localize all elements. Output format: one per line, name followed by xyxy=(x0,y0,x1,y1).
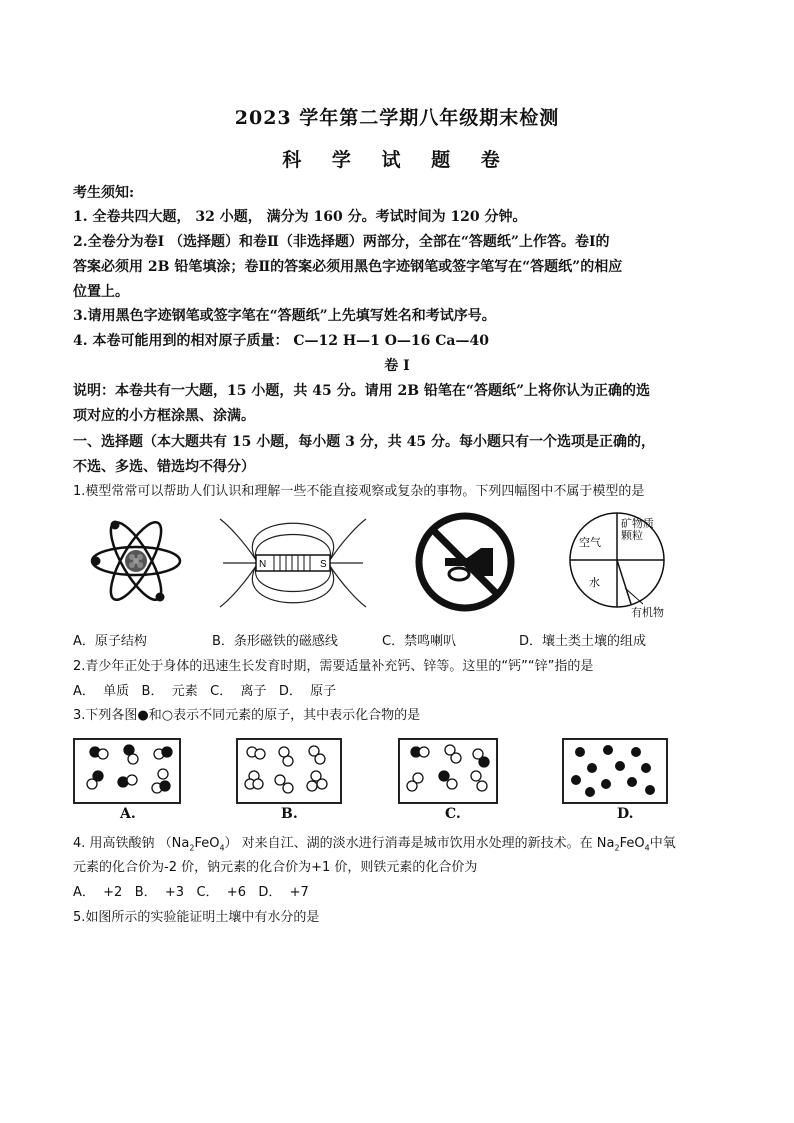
part-heading-1: 一、选择题（本大题共有 15 小题，每小题 3 分，共 45 分。每小题只有一个选项是正确的， xyxy=(73,434,655,450)
no-horn-sign-figure xyxy=(415,512,515,612)
notice-line-6: 4. 本卷可能用到的相对原子质量： C—12 H—1 O—16 Ca—40 xyxy=(73,333,489,349)
q3-caption-b: B. xyxy=(281,806,298,822)
q3-stem: 3.下列各图●和○表示不同元素的原子，其中表示化合物的是 xyxy=(73,708,421,723)
q1-option-a: A．原子结构 xyxy=(73,634,147,649)
section-desc-2: 项对应的小方框涂黑、涂满。 xyxy=(73,408,255,424)
q2-stem: 2.青少年正处于身体的迅速生长发育时期，需要适量补充钙、锌等。这里的“钙”“锌”指的是 xyxy=(73,659,594,674)
pie-label-organic: 有机物 xyxy=(631,606,664,619)
q1-stem: 1.模型常常可以帮助人们认识和理解一些不能直接观察或复杂的事物。下列四幅图中不属于模型的是 xyxy=(73,484,645,499)
q4-line-2: 元素的化合价为-2 价，钠元素的化合价为+1 价，则铁元素的化合价为 xyxy=(73,860,478,875)
q1-option-d: D．壤土类土壤的组成 xyxy=(519,634,647,649)
section-desc-1: 说明：本卷共有一大题，15 小题，共 45 分。请用 2B 铅笔在“答题纸”上将你认为正确的选 xyxy=(73,383,651,399)
page-subtitle: 科 学 试 题 卷 xyxy=(282,149,512,171)
section-label: 卷 I xyxy=(384,358,410,374)
q3-figure-d xyxy=(562,738,668,804)
q1-option-b: B．条形磁铁的磁感线 xyxy=(212,634,338,649)
q3-figure-a xyxy=(73,738,181,804)
bar-magnet-field-figure xyxy=(218,515,368,611)
q3-figure-b xyxy=(236,738,342,804)
notice-heading: 考生须知: xyxy=(73,185,135,201)
atom-structure-figure xyxy=(88,515,184,607)
pie-label-air: 空气 xyxy=(579,536,601,549)
pie-label-water: 水 xyxy=(589,576,600,589)
magnet-s-label: S xyxy=(320,559,327,570)
notice-line-3: 答案必须用 2B 铅笔填涂；卷Ⅱ的答案必须用黑色字迹钢笔或签字笔写在“答题纸”的相应 xyxy=(73,259,623,275)
q3-caption-c: C. xyxy=(445,806,461,822)
notice-line-5: 3.请用黑色字迹钢笔或签字笔在“答题纸”上先填写姓名和考试序号。 xyxy=(73,308,496,324)
q4-line-1: 4. 用高铁酸钠 $(Na_2FeO_4)$ 对来自江、湖的淡水进行消毒是城市饮用水处理的新技术。在 $Na_2FeO_4$中氧 xyxy=(73,836,676,853)
q2-options: A． 单质 B． 元素 C． 离子 D． 原子 xyxy=(73,684,337,699)
q3-caption-a: A. xyxy=(120,806,136,822)
page-title: 2023 学年第二学期八年级期末检测 xyxy=(234,107,560,129)
notice-line-4: 位置上。 xyxy=(73,284,129,300)
magnet-n-label: N xyxy=(259,559,267,570)
q4-options: A． +2 B． +3 C． +6 D． +7 xyxy=(73,885,309,900)
q3-figure-c xyxy=(398,738,498,804)
notice-line-2: 2.全卷分为卷Ⅰ （选择题）和卷Ⅱ（非选择题）两部分，全部在“答题纸”上作答。卷Ⅰ的 xyxy=(73,234,610,250)
q3-caption-d: D. xyxy=(617,806,634,822)
part-heading-2: 不选、多选、错选均不得分） xyxy=(73,459,255,475)
notice-line-1: 1. 全卷共四大题， 32 小题， 满分为 160 分。考试时间为 120 分钟。 xyxy=(73,209,527,225)
q5-stem: 5.如图所示的实验能证明土壤中有水分的是 xyxy=(73,910,320,925)
q1-option-c: C．禁鸣喇叭 xyxy=(382,634,457,649)
pie-label-mineral: 矿物质颗粒 xyxy=(621,517,654,542)
